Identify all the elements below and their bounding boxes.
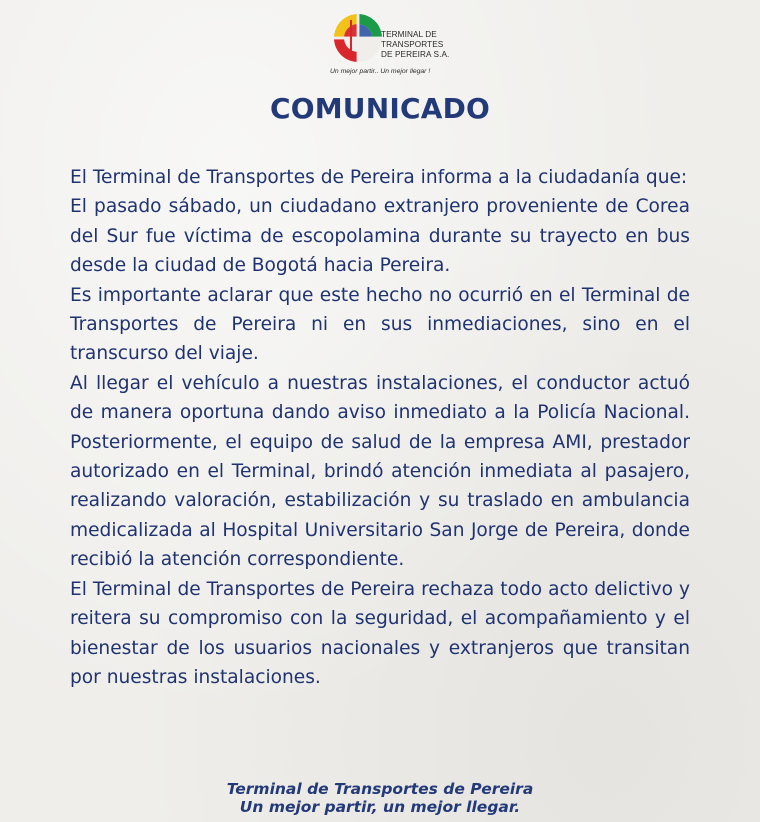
body-paragraph: Es importante aclarar que este hecho no ocurrió en el Terminal de Transportes de Pereira ni en sus inmediaciones, sino en el transcurso del viaje. [70,284,690,365]
terminal-logo-icon [330,10,386,66]
company-logo [330,10,450,80]
footer-organization: Terminal de Transportes de Pereira [226,780,534,798]
body-paragraph: El Terminal de Transportes de Pereira rechaza todo acto delictivo y reitera su compromiso con la seguridad, el acompañamiento y el bienestar de los usuarios nacionales y extranjeros que transitan por nuestras instalaciones. [70,578,690,688]
body-paragraph: Al llegar el vehículo a nuestras instalaciones, el conductor actuó de manera oportuna dando aviso inmediato a la Policía Nacional. Posteriormente, el equipo de salud de la empresa AMI, prestador autorizado en el Terminal, brindó atención inmediata al pasajero, realizando valoración, estabilización y su traslado en ambulancia medicalizada al Hospital Universitario San Jorge de Pereira, donde recibió la atención correspondiente. [70,372,690,571]
logo-company-name [381,30,461,60]
logo-name-line: DE PEREIRA S.A. [381,50,450,59]
logo-tagline: Un mejor partir.. Un mejor llegar ! [330,68,431,75]
page-title: COMUNICADO [269,92,491,125]
footer-slogan: Un mejor partir, un mejor llegar. [239,798,521,816]
logo-name-line: TRANSPORTES [381,40,444,49]
body-paragraph: El Terminal de Transportes de Pereira informa a la ciudadanía que: [70,167,688,188]
body-paragraph: El pasado sábado, un ciudadano extranjero proveniente de Corea del Sur fue víctima de escopolamina durante su trayecto en bus desde la ciudad de Bogotá hacia Pereira. [70,196,690,277]
logo-name-line: TERMINAL DE [381,30,437,39]
communique-body [70,163,690,692]
footer-signature [0,780,760,816]
